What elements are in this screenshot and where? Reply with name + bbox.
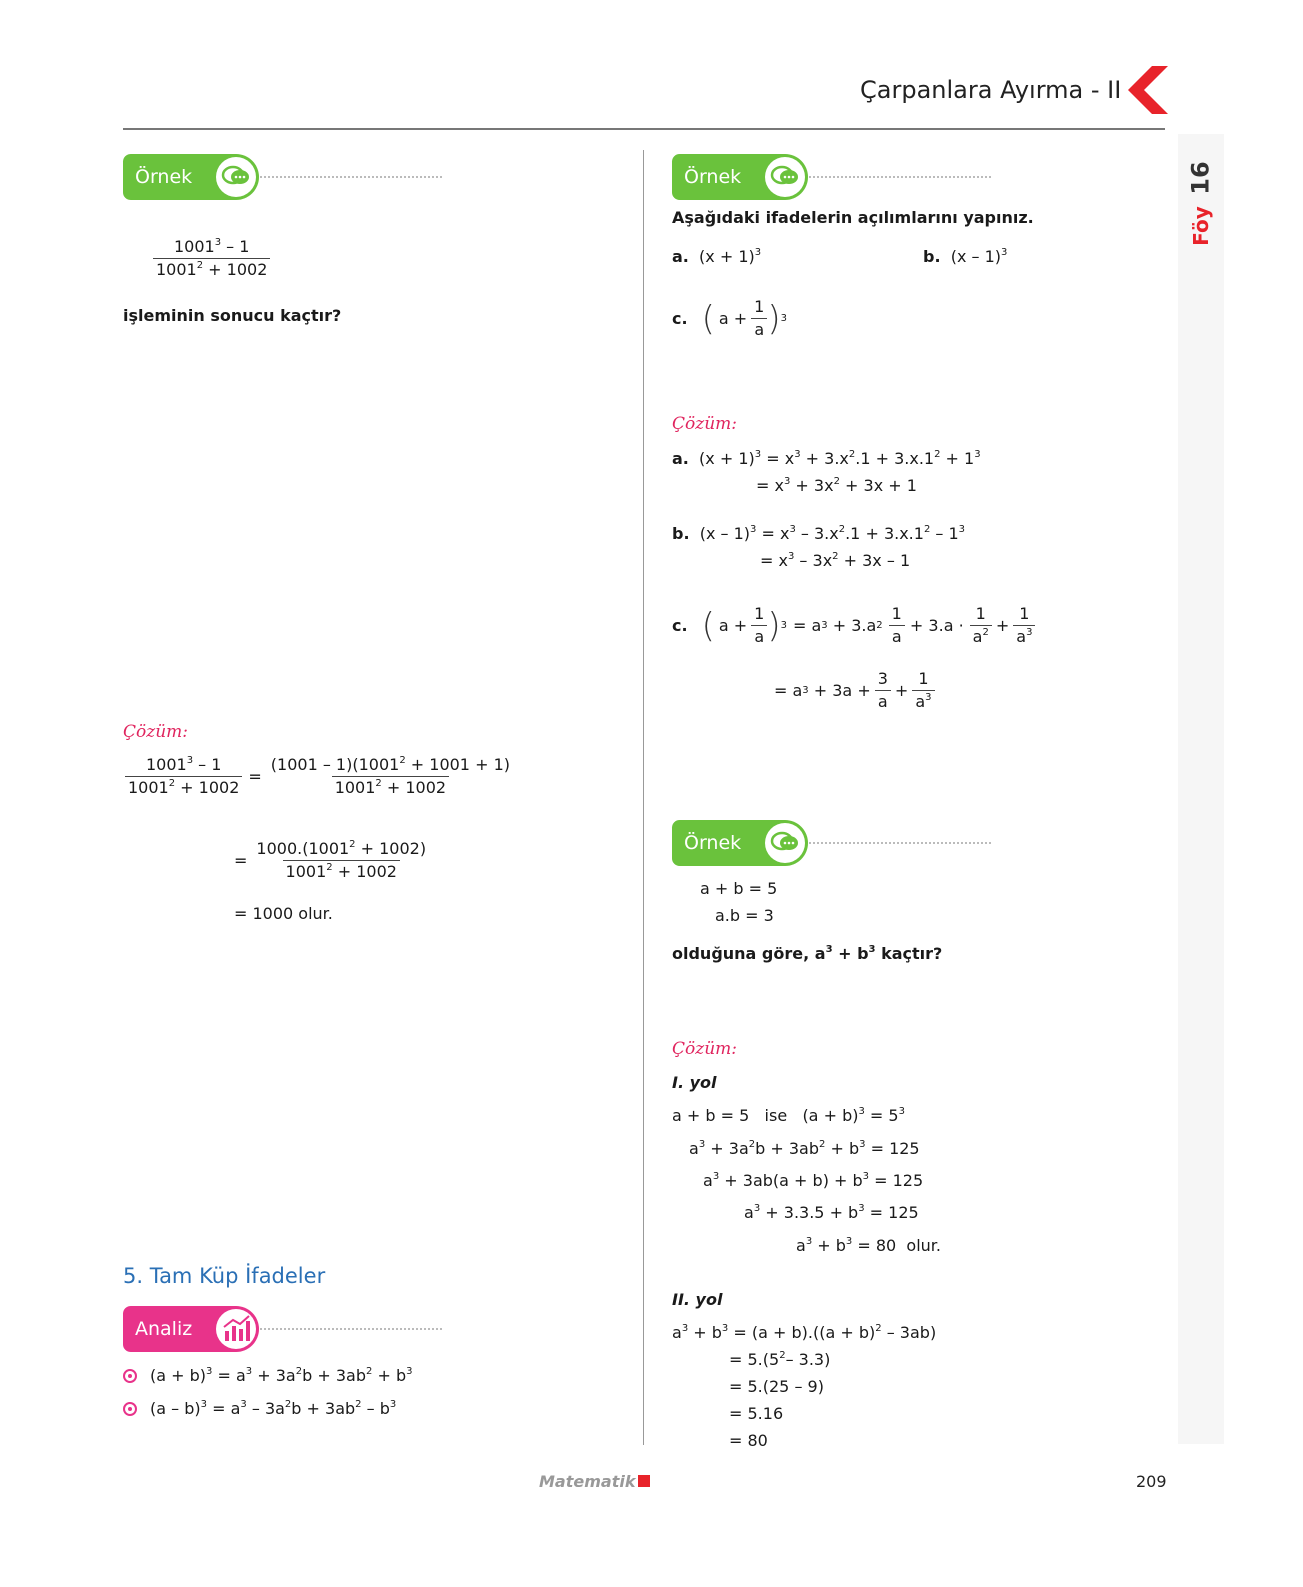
example-question: olduğuna göre, $a^3 + b^3$ kaçtır?	[672, 944, 943, 963]
solution-result: = 1000 olur.	[234, 904, 333, 923]
solution-label: Çözüm:	[672, 414, 737, 434]
item-c: c. ( a + $\frac{1}{a}$ ) 3	[672, 297, 787, 339]
formula-diff-cube: $(a - b)^3 = a^3 - 3a^2b + 3ab^2 - b^3$	[123, 1399, 396, 1419]
page-title: Çarpanlara Ayırma - II	[860, 76, 1122, 104]
example-badge	[123, 154, 259, 200]
method-1-label: I. yol	[672, 1073, 717, 1092]
method-2-label: II. yol	[672, 1290, 723, 1309]
example-fraction: $\frac{1001^3 - 1}{1001^2 + 1002}$	[153, 236, 270, 281]
method-1-line-1: a + b = 5 ise $(a + b)^3 = 5^3$	[672, 1106, 905, 1125]
target-bullet-icon	[123, 1369, 137, 1383]
speech-bubble-icon	[216, 157, 256, 197]
solution-c-line-1: c. ( a + $\frac{1}{a}$ ) 3 = a 3 + 3.a 2 $\frac{1}{a}$ + 3.a · $\frac{1}{a^2}$ + $\frac{1}{a^3}$	[672, 603, 1035, 648]
badge-label: Örnek	[135, 166, 193, 188]
chevron-left-icon	[1124, 66, 1168, 114]
example-question: işleminin sonucu kaçtır?	[123, 306, 342, 325]
given-2: a.b = 3	[715, 906, 774, 925]
section-title: 5. Tam Küp İfadeler	[123, 1264, 326, 1288]
page-number: 209	[1136, 1472, 1167, 1491]
example-badge	[672, 154, 808, 200]
speech-bubble-icon	[765, 157, 805, 197]
dotted-rule	[809, 842, 991, 844]
solution-c-line-2: = a 3 + 3a + $\frac{3}{a}$ + $\frac{1}{a^3}$	[774, 668, 935, 713]
dotted-rule	[260, 1328, 442, 1330]
chapter-number: 16	[1187, 161, 1215, 195]
method-1-line-2: $a^3 + 3a^2b + 3ab^2 + b^3 = 125$	[689, 1139, 920, 1158]
method-2-line-1: $a^3 + b^3 = (a + b).((a + b)^2 - 3ab)$	[672, 1323, 937, 1342]
method-1-line-4: $a^3 + 3.3.5 + b^3 = 125$	[744, 1203, 919, 1222]
dotted-rule	[809, 176, 991, 178]
solution-label: Çözüm:	[123, 722, 188, 742]
method-1-line-3: $a^3 + 3ab(a + b) + b^3 = 125$	[703, 1171, 924, 1190]
method-2-line-4: = 5.16	[729, 1404, 784, 1423]
dotted-rule	[260, 176, 442, 178]
solution-b-line-1: b. $(x - 1)^3 = x^3 - 3.x^2.1 + 3.x.1^2 - 1^3$	[672, 524, 966, 543]
example-prompt: Aşağıdaki ifadelerin açılımlarını yapınız.	[672, 208, 1034, 227]
item-a: a. $(x + 1)^3$	[672, 247, 762, 266]
chart-icon	[216, 1309, 256, 1349]
footer-subject: Matematik	[539, 1472, 636, 1491]
footer-square-icon	[638, 1475, 650, 1487]
header-rule	[123, 128, 1165, 130]
solution-a-line-2: = $x^3 + 3x^2 + 3x + 1$	[756, 476, 917, 495]
method-1-line-5: $a^3 + b^3 = 80$ olur.	[796, 1236, 941, 1255]
badge-label: Örnek	[684, 166, 742, 188]
method-2-line-5: = 80	[729, 1431, 768, 1450]
solution-label: Çözüm:	[672, 1039, 737, 1059]
solution-line-2: = $\frac{1000.(1001^2 + 1002)}{1001^2 + 1002}$	[234, 839, 427, 881]
example-badge	[672, 820, 808, 866]
column-divider	[643, 150, 644, 1445]
analysis-badge	[123, 1306, 259, 1352]
solution-b-line-2: = $x^3 - 3x^2 + 3x - 1$	[760, 551, 911, 570]
chapter-tab	[1180, 150, 1222, 250]
chapter-label: Föy	[1188, 206, 1213, 246]
item-b: b. (x – 1)$^3$	[923, 247, 1008, 266]
formula-sum-cube: $(a + b)^3 = a^3 + 3a^2b + 3ab^2 + b^3$	[123, 1366, 412, 1386]
solution-a-line-1: a. $(x + 1)^3 = x^3 + 3.x^2.1 + 3.x.1^2 + 1^3$	[672, 449, 981, 468]
solution-line-1: $\frac{1001^3 - 1}{1001^2 + 1002}$ = $\frac{(1001 - 1)(1001^2 + 1001 + 1)}{1001^2 + 1002}$	[125, 754, 513, 799]
method-2-line-3: = 5.(25 – 9)	[729, 1377, 824, 1396]
speech-bubble-icon	[765, 823, 805, 863]
target-bullet-icon	[123, 1402, 137, 1416]
badge-label: Analiz	[135, 1318, 193, 1340]
badge-label: Örnek	[684, 832, 742, 854]
sidebar-strip	[1178, 134, 1224, 1444]
method-2-line-2: = $5.(5^2-$ 3.3)	[729, 1350, 831, 1369]
given-1: a + b = 5	[700, 879, 778, 898]
